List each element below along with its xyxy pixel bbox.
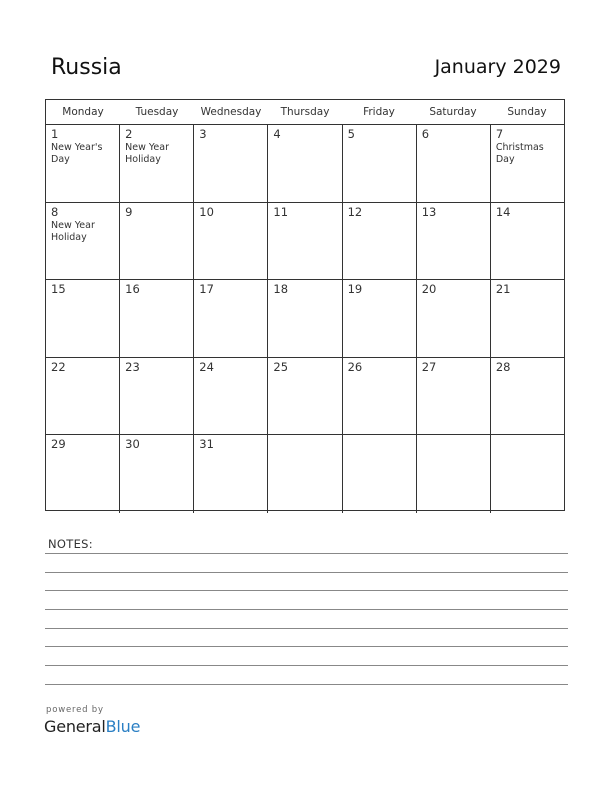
day-number: 18 (273, 282, 289, 296)
note-line (45, 665, 568, 666)
calendar-grid (45, 99, 565, 511)
day-number: 30 (125, 437, 140, 451)
calendar-week-row (46, 358, 564, 436)
day-number: 26 (347, 359, 363, 374)
day-number: 28 (495, 359, 511, 374)
holiday-label: New Year Holiday (125, 142, 169, 165)
holiday-label: Christmas Day (495, 142, 544, 165)
calendar-week-row (46, 435, 564, 513)
calendar-day-cell (417, 203, 491, 280)
calendar-day-cell (120, 358, 194, 435)
calendar-day-cell (417, 358, 491, 435)
calendar-day-cell (417, 435, 491, 513)
calendar-week-row (46, 125, 564, 203)
calendar-day-cell (46, 203, 120, 280)
day-number: 13 (421, 204, 437, 219)
day-number: 7 (495, 127, 504, 141)
brand-logo-blue: Blue (105, 717, 141, 736)
calendar-day-cell (268, 435, 342, 513)
calendar-day-cell (120, 125, 194, 202)
day-number: 23 (125, 359, 140, 374)
weekday-saturday: Saturday (429, 106, 477, 118)
weekday-friday: Friday (363, 106, 395, 118)
day-number: 27 (421, 359, 437, 374)
calendar-day-cell (491, 125, 564, 202)
calendar-day-cell (268, 125, 342, 202)
calendar-day-cell (417, 280, 491, 357)
day-number: 15 (51, 282, 66, 296)
calendar-day-cell (343, 358, 417, 435)
weekday-header-row (46, 100, 564, 125)
calendar-day-cell (268, 280, 342, 357)
day-number: 19 (347, 282, 363, 296)
day-number: 21 (495, 282, 511, 296)
note-line (45, 646, 568, 647)
note-line (45, 590, 568, 591)
calendar-day-cell (343, 125, 417, 202)
day-number: 17 (199, 282, 214, 296)
day-number: 8 (51, 204, 59, 219)
calendar-day-cell (194, 358, 268, 435)
calendar-day-cell (491, 435, 564, 513)
calendar-day-cell (268, 203, 342, 280)
day-number: 22 (51, 359, 66, 374)
day-number: 31 (199, 437, 214, 451)
calendar-day-cell (194, 435, 268, 513)
calendar-day-cell (46, 125, 120, 202)
day-number: 16 (125, 282, 140, 296)
holiday-label: New Year's Day (51, 142, 103, 165)
notes-label: NOTES: (48, 537, 93, 551)
note-line (45, 572, 568, 573)
day-number: 9 (125, 204, 133, 219)
calendar-day-cell (46, 358, 120, 435)
day-number: 4 (273, 127, 281, 141)
calendar-day-cell (194, 280, 268, 357)
calendar-week-row (46, 280, 564, 358)
calendar-title-month: January 2029 (434, 56, 561, 78)
calendar-day-cell (343, 203, 417, 280)
brand-logo-general: General (44, 717, 106, 736)
calendar-day-cell (120, 203, 194, 280)
day-number: 14 (495, 204, 511, 219)
calendar-week-row (46, 203, 564, 281)
weekday-wednesday: Wednesday (200, 106, 262, 118)
calendar-day-cell (491, 358, 564, 435)
day-number: 3 (199, 127, 207, 141)
day-number: 10 (199, 204, 214, 219)
calendar-day-cell (194, 125, 268, 202)
calendar-day-cell (120, 435, 194, 513)
holiday-label: New Year Holiday (51, 219, 95, 243)
day-number: 24 (199, 359, 214, 374)
calendar-day-cell (417, 125, 491, 202)
day-number: 12 (347, 204, 363, 219)
calendar-day-cell (46, 435, 120, 513)
calendar-day-cell (120, 280, 194, 357)
day-number: 29 (51, 437, 66, 451)
calendar-day-cell (194, 203, 268, 280)
note-line (45, 628, 568, 629)
weekday-sunday: Sunday (507, 106, 547, 118)
note-line (45, 609, 568, 610)
calendar-title-country: Russia (51, 55, 122, 80)
calendar-day-cell (268, 358, 342, 435)
note-line (45, 553, 568, 554)
day-number: 2 (125, 127, 133, 141)
calendar-day-cell (343, 435, 417, 513)
calendar-day-cell (343, 280, 417, 357)
calendar-day-cell (46, 280, 120, 357)
day-number: 5 (347, 127, 355, 141)
powered-by-text: powered by (46, 705, 104, 715)
brand-logo (44, 717, 140, 736)
weekday-tuesday: Tuesday (135, 106, 179, 118)
day-number: 11 (273, 204, 289, 219)
day-number: 25 (273, 359, 289, 374)
weekday-thursday: Thursday (280, 106, 330, 118)
calendar-weeks (46, 125, 564, 513)
day-number: 6 (421, 127, 430, 141)
day-number: 20 (421, 282, 437, 296)
note-line (45, 684, 568, 685)
day-number: 1 (51, 127, 59, 141)
weekday-monday: Monday (62, 106, 104, 118)
calendar-day-cell (491, 280, 564, 357)
calendar-day-cell (491, 203, 564, 280)
